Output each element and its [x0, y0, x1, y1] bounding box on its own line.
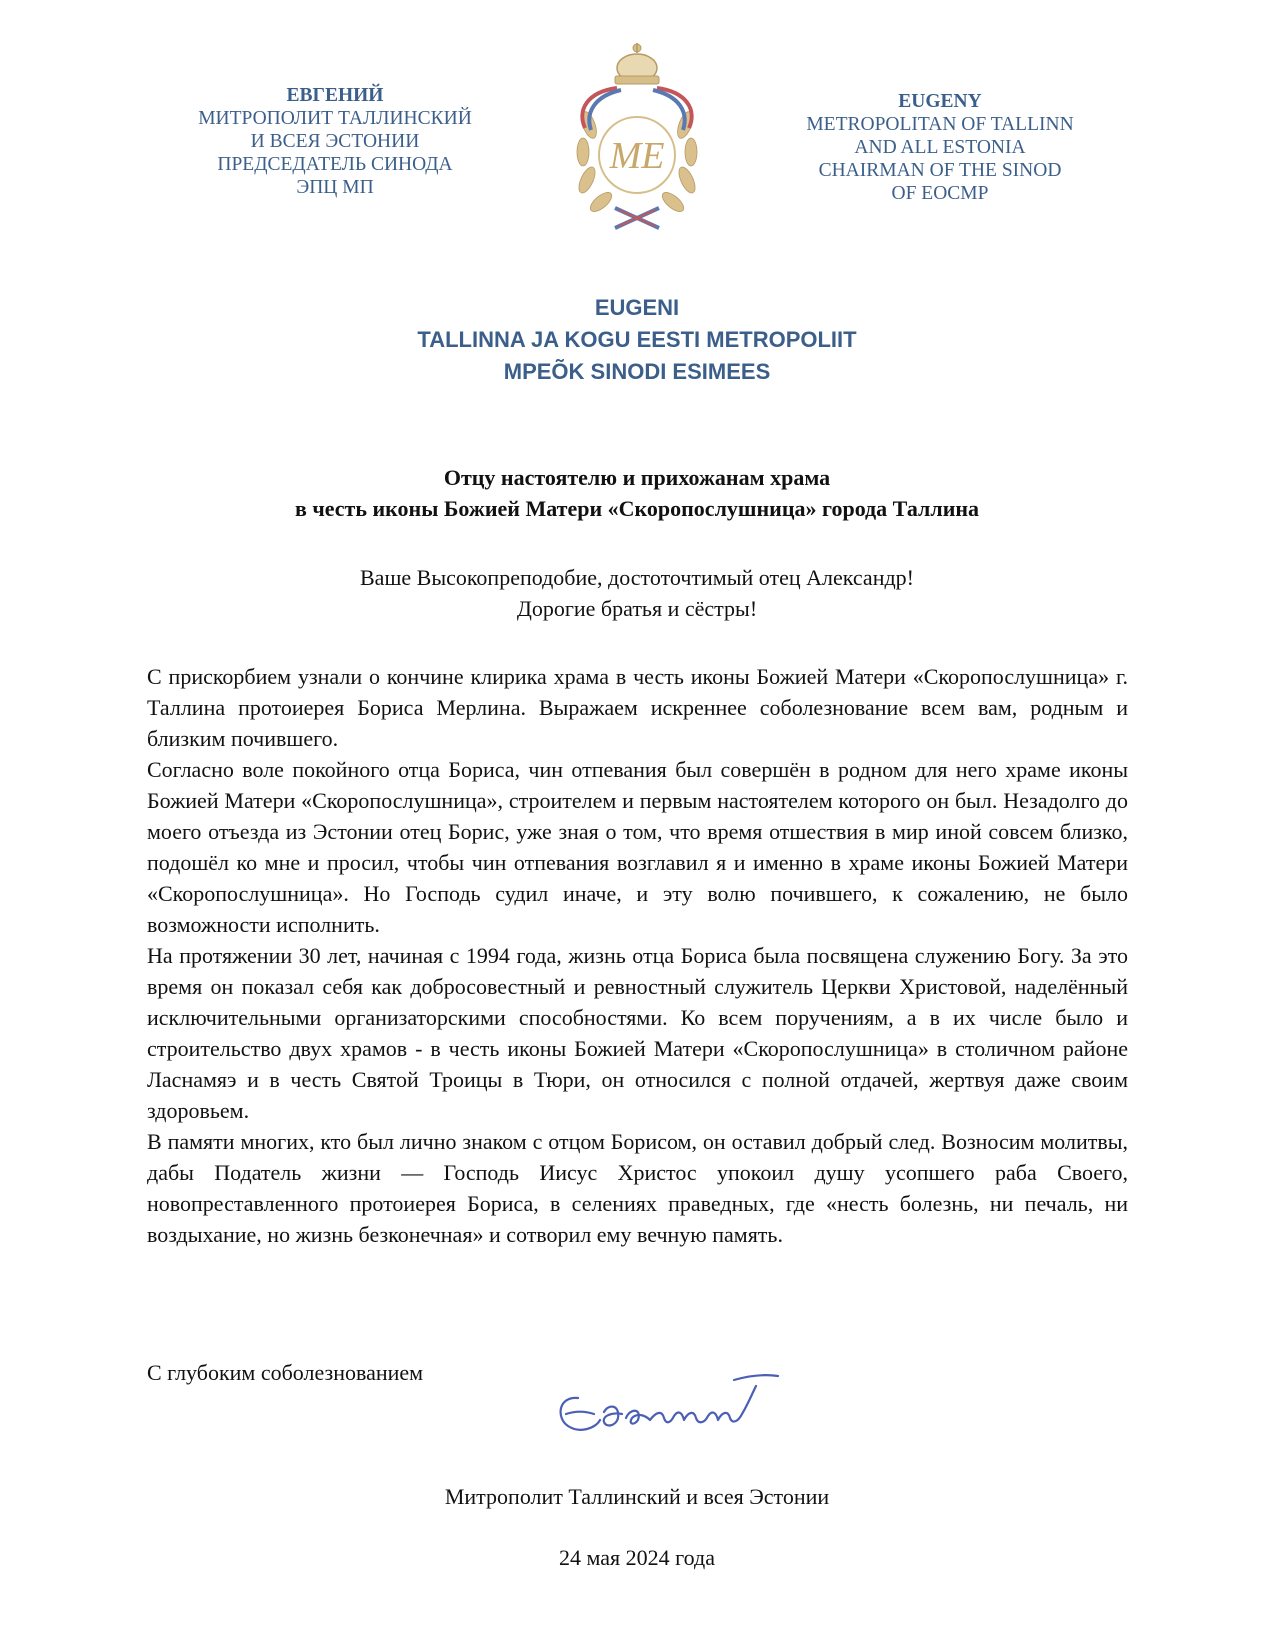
header-en-name: EUGENY: [898, 91, 982, 112]
header-en-line3: CHAIRMAN OF THE SINOD: [818, 160, 1062, 181]
header-en-line4: OF EOCMP: [891, 183, 989, 204]
header-et-name: EUGENI: [594, 295, 680, 320]
header-et-line1: TALLINNA JA KOGU EESTI METROPOLIIT: [417, 327, 857, 352]
greeting-line1: Ваше Высокопреподобие, достоточтимый отец Александр!: [360, 565, 914, 590]
body-paragraph-1: С прискорбием узнали о кончине клирика храма в честь иконы Божией Матери «Скоропослушница» г. Таллина протоиерея Бориса Мерлина. Выражаем искреннее соболезнование всем вам, родным и близким почившего.: [147, 664, 1128, 751]
body-paragraph-3: На протяжении 30 лет, начиная с 1994 года, жизнь отца Бориса была посвящена служению Богу. За это время он показал себя как добросовестный и ревностный служитель Церкви Христовой, наделённый исключительными организаторскими способностями. Ко всем поручениям, а в их числе было и строительство двух храмов - в честь иконы Божией Матери «Скоропослушница» в столичном районе Ласнамяэ и в честь Святой Троицы в Тюри, он относился с полной отдачей, жертвуя даже своим здоровьем.: [147, 943, 1128, 1123]
letter-date: 24 мая 2024 года: [559, 1545, 715, 1570]
header-ru-line1: МИТРОПОЛИТ ТАЛЛИНСКИЙ: [198, 108, 472, 129]
body-paragraph-4: В памяти многих, кто был лично знаком с отцом Борисом, он оставил добрый след. Возносим молитвы, дабы Податель жизни — Господь Иисус Христос упокоил душу усопшего раба Своего, новопреставленного протоиерея Бориса, в селениях праведных, где «несть болезнь, ни печаль, ни воздыхание, но жизнь безконечная» и сотворил ему вечную память.: [147, 1129, 1128, 1247]
emblem-crest-icon: [557, 30, 717, 240]
header-en-line1: METROPOLITAN OF TALLINN: [806, 114, 1074, 135]
header-ru-line2: И ВСЕЯ ЭСТОНИИ: [250, 131, 420, 152]
letter-title: [137, 462, 1137, 524]
greeting: [137, 562, 1137, 624]
header-english: [780, 90, 1100, 205]
greeting-line2: Дорогие братья и сёстры!: [516, 596, 758, 621]
crown-icon: [615, 43, 659, 84]
header-estonian: [237, 292, 1037, 388]
body-paragraph-2: Согласно воле покойного отца Бориса, чин отпевания был совершён в родном для него храме иконы Божией Матери «Скоропослушница», строителем и первым настоятелем которого он был. Незадолго до моего отъезда из Эстонии отец Борис, уже зная о том, что время отшествия в мир иной совсем близко, подошёл ко мне и просил, чтобы чин отпевания возглавил я и именно в храме иконы Божией Матери «Скоропослушница». Но Господь судил иначе, и эту волю почившего, к сожалению, не было возможности исполнить.: [147, 757, 1128, 937]
header-et-line2: MPEÕK SINODI ESIMEES: [503, 359, 771, 384]
title-line1: Отцу настоятелю и прихожанам храма: [443, 465, 831, 490]
header-ru-line4: ЭПЦ МП: [296, 177, 374, 198]
signatory-title: Митрополит Таллинский и всея Эстонии: [444, 1484, 830, 1509]
handwritten-signature: [538, 1368, 798, 1458]
letter-body: [147, 661, 1128, 1250]
title-line2: в честь иконы Божией Матери «Скоропослушница» города Таллина: [294, 496, 980, 521]
header-russian: [175, 84, 495, 199]
closing-phrase: С глубоким соболезнованием: [147, 1360, 424, 1385]
header-ru-name: ЕВГЕНИЙ: [286, 85, 384, 106]
monogram-text: ME: [609, 135, 665, 177]
header-ru-line3: ПРЕДСЕДАТЕЛЬ СИНОДА: [217, 154, 453, 175]
header-en-line2: AND ALL ESTONIA: [854, 137, 1026, 158]
